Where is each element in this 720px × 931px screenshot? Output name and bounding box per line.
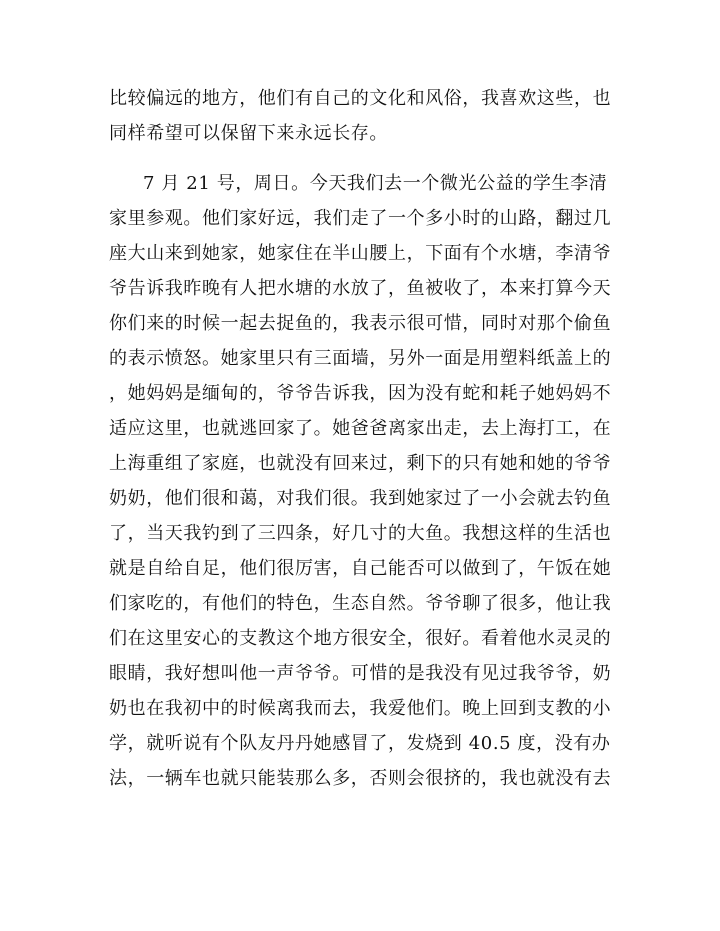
text-line-12: 奶奶，他们很和蔼，对我们很。我到她家过了一小会就去钓鱼 (109, 488, 612, 509)
text-line-16: 们在这里安心的支教这个地方很安全，很好。看着他水灵灵的 (109, 628, 612, 649)
text-line-20: 法，一辆车也就只能装那么多，否则会很挤的，我也就没有去 (109, 768, 612, 789)
text-line-8: 的表示愤怒。她家里只有三面墙，另外一面是用塑料纸盖上的 (109, 348, 612, 369)
text-line-10: 适应这里，也就逃回家了。她爸爸离家出走，去上海打工，在 (109, 418, 612, 439)
text-line-5: 座大山来到她家，她家住在半山腰上，下面有个水塘，李清爷 (109, 243, 612, 264)
text-line-15: 们家吃的，有他们的特色，生态自然。爷爷聊了很多，他让我 (109, 593, 612, 614)
text-line-4: 家里参观。他们家好远，我们走了一个多小时的山路，翻过几 (109, 208, 612, 229)
text-line-2: 同样希望可以保留下来永远长存。 (109, 123, 388, 144)
text-line-13: 了，当天我钓到了三四条，好几寸的大鱼。我想这样的生活也 (109, 523, 612, 544)
text-line-19: 学，就听说有个队友丹丹她感冒了，发烧到 40.5 度，没有办 (109, 733, 611, 754)
text-line-1: 比较偏远的地方，他们有自己的文化和风俗，我喜欢这些，也 (109, 88, 612, 109)
text-line-9: ，她妈妈是缅甸的，爷爷告诉我，因为没有蛇和耗子她妈妈不 (109, 383, 612, 404)
text-line-7: 你们来的时候一起去捉鱼的，我表示很可惜，同时对那个偷鱼 (109, 313, 612, 334)
text-line-18: 奶也在我初中的时候离我而去，我爱他们。晚上回到支教的小 (109, 698, 612, 719)
text-line-14: 就是自给自足，他们很厉害，自己能否可以做到了，午饭在她 (109, 558, 612, 579)
text-line-11: 上海重组了家庭，也就没有回来过，剩下的只有她和她的爷爷 (109, 453, 612, 474)
text-line-17: 眼睛，我好想叫他一声爷爷。可惜的是我没有见过我爷爷，奶 (109, 663, 612, 684)
text-line-6: 爷告诉我昨晚有人把水塘的水放了，鱼被收了，本来打算今天 (109, 278, 612, 299)
text-line-3: 7 月 21 号，周日。今天我们去一个微光公益的学生李清 (143, 173, 608, 194)
